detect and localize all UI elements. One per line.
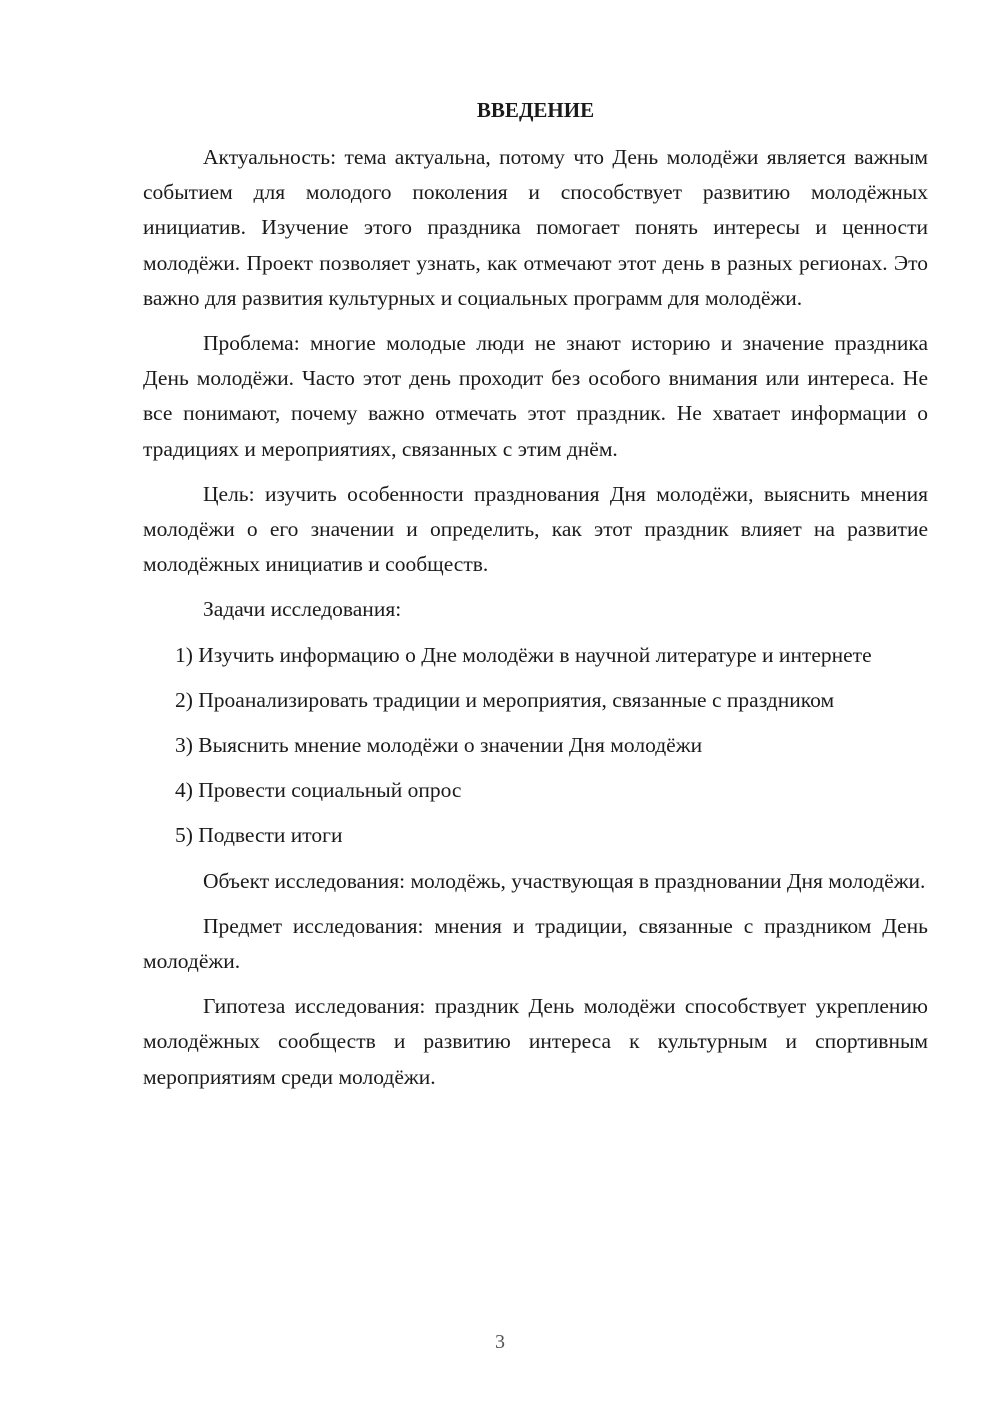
paragraph-goal: Цель: изучить особенности празднования Дня молодёжи, выяснить мнения молодёжи о его значении и определить, как этот праздник влияет на развитие молодёжных инициатив и сообществ. xyxy=(143,481,928,577)
paragraph-problem: Проблема: многие молодые люди не знают историю и значение праздника День молодёжи. Часто этот день проходит без особого внимания или интереса. Не все понимают, почему важно отмечать этот праздник. Не хватает информации о традициях и мероприятиях, связанных с этим днём. xyxy=(143,331,928,461)
tasks-heading: Задачи исследования: xyxy=(203,597,402,622)
paragraph-hypothesis: Гипотеза исследования: праздник День молодёжи способствует укреплению молодёжных сообществ и развитию интереса к культурным и спортивным мероприятиям среди молодёжи. xyxy=(143,994,928,1089)
task-item-4: 4) Провести социальный опрос xyxy=(175,778,462,803)
paragraph-object: Объект исследования: молодёжь, участвующая в праздновании Дня молодёжи. xyxy=(203,868,926,893)
page-number: 3 xyxy=(495,1331,505,1353)
paragraph-relevance: Актуальность: тема актуальна, потому что День молодёжи является важным событием для молодого поколения и способствует развитию молодёжных инициатив. Изучение этого праздника помогает понять интересы и ценности молодёжи. Проект позволяет узнать, как отмечают этот день в разных регионах. Это важно для развития культурных и социальных программ для молодёжи. xyxy=(143,145,928,310)
paragraph-subject: Предмет исследования: мнения и традиции, связанные с праздником День молодёжи. xyxy=(143,913,928,974)
document-page xyxy=(143,95,928,1105)
task-item-2: 2) Проанализировать традиции и мероприятия, связанные с праздником xyxy=(175,687,835,712)
task-item-5: 5) Подвести итоги xyxy=(175,823,343,848)
task-item-3: 3) Выяснить мнение молодёжи о значении Дня молодёжи xyxy=(175,733,703,758)
task-item-1: 1) Изучить информацию о Дне молодёжи в научной литературе и интернете xyxy=(175,642,872,667)
page-title: ВВЕДЕНИЕ xyxy=(476,98,595,122)
